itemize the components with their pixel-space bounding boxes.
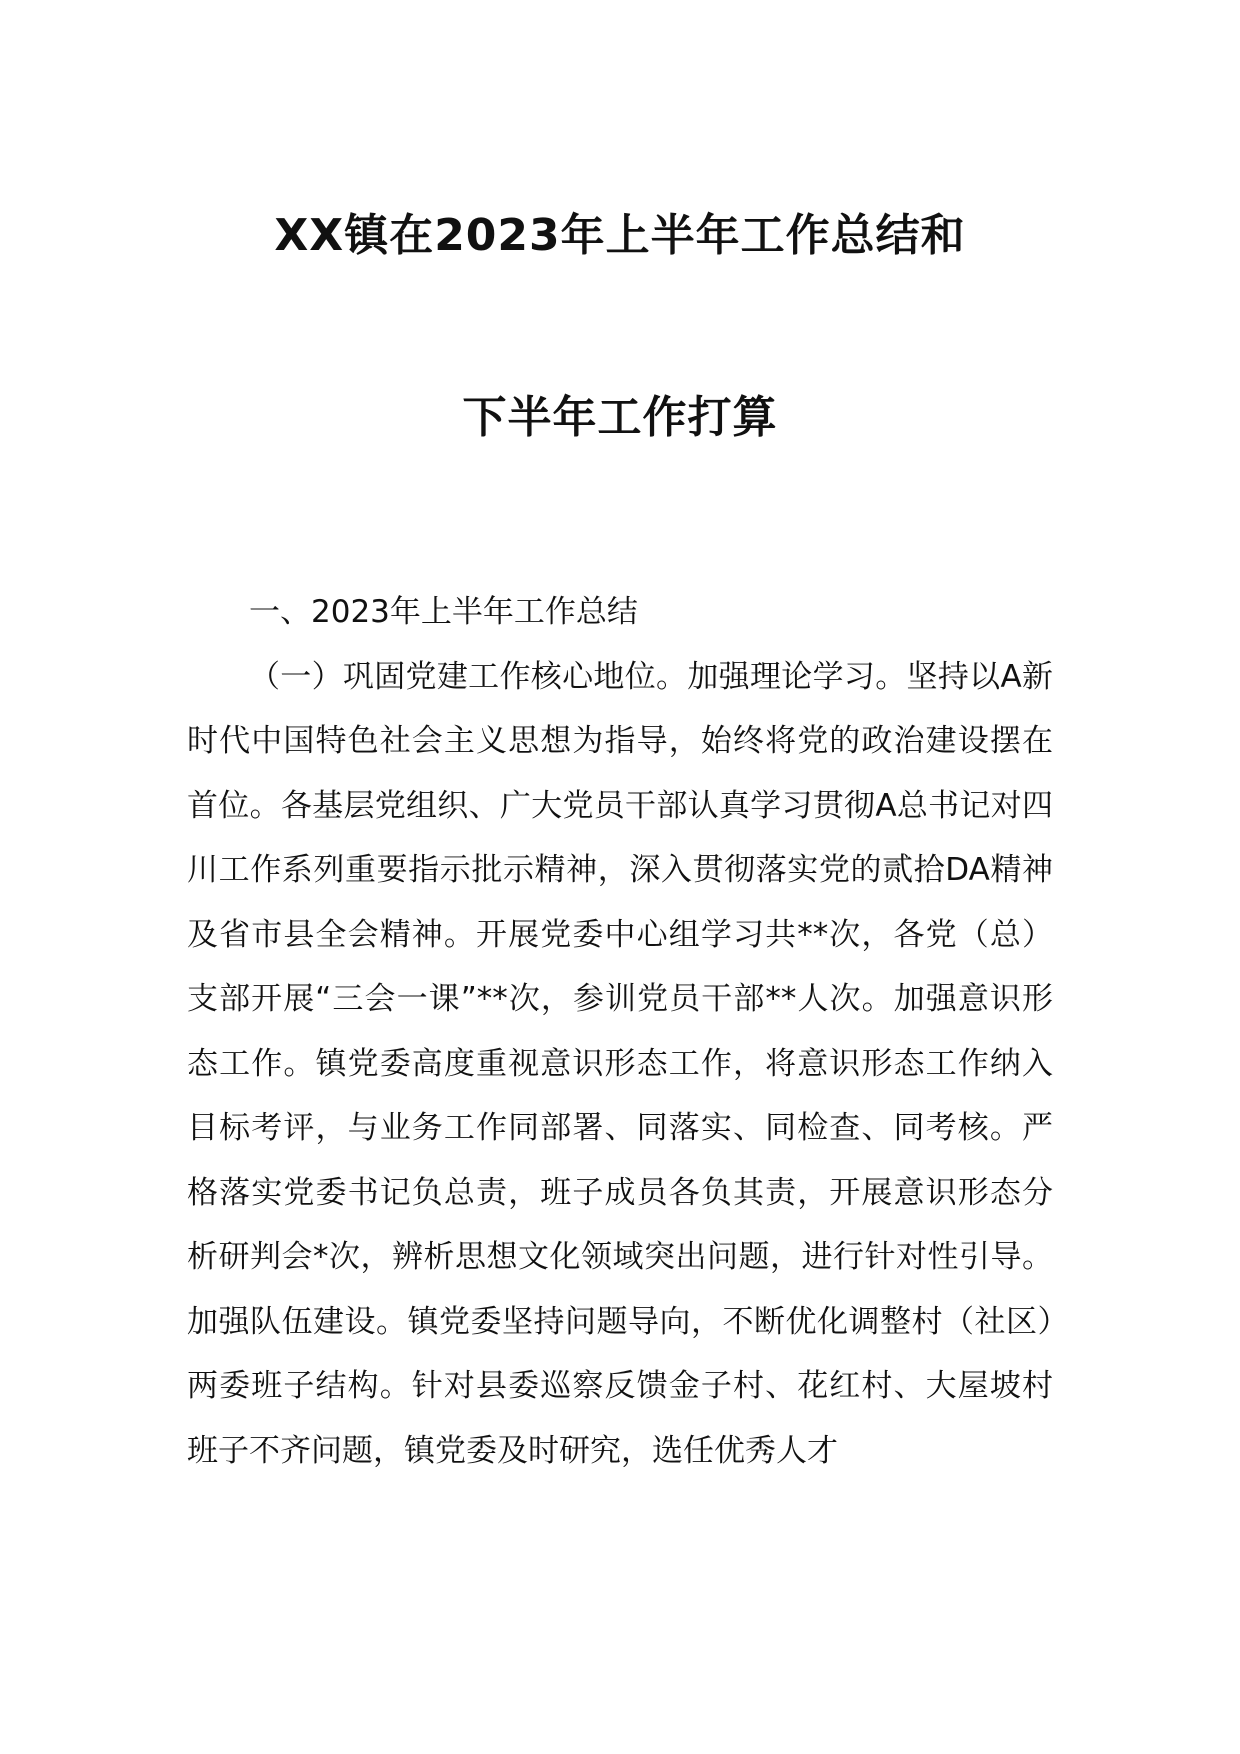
section-heading: 一、2023年上半年工作总结 xyxy=(249,594,638,630)
document-title-line-1: XX镇在2023年上半年工作总结和 xyxy=(274,210,966,261)
document-body xyxy=(187,580,1053,1483)
document-title-line-2: 下半年工作打算 xyxy=(462,392,778,443)
paragraph-1: （一）巩固党建工作核心地位。加强理论学习。坚持以A新时代中国特色社会主义思想为指导，始终将党的政治建设摆在首位。各基层党组织、广大党员干部认真学习贯彻A总书记对四川工作系列重要指示批示精神，深入贯彻落实党的贰拾DA精神及省市县全会精神。开展党委中心组学习共**次，各党（总）支部开展“三会一课”**次，参训党员干部**人次。加强意识形态工作。镇党委高度重视意识形态工作，将意识形态工作纳入目标考评，与业务工作同部署、同落实、同检查、同考核。严格落实党委书记负总责，班子成员各负其责，开展意识形态分析研判会*次，辨析思想文化领域突出问题，进行针对性引导。加强队伍建设。镇党委坚持问题导向，不断优化调整村（社区）两委班子结构。针对县委巡察反馈金子村、花红村、大屋坡村班子不齐问题，镇党委及时研究，选任优秀人才 xyxy=(187,658,1053,1469)
